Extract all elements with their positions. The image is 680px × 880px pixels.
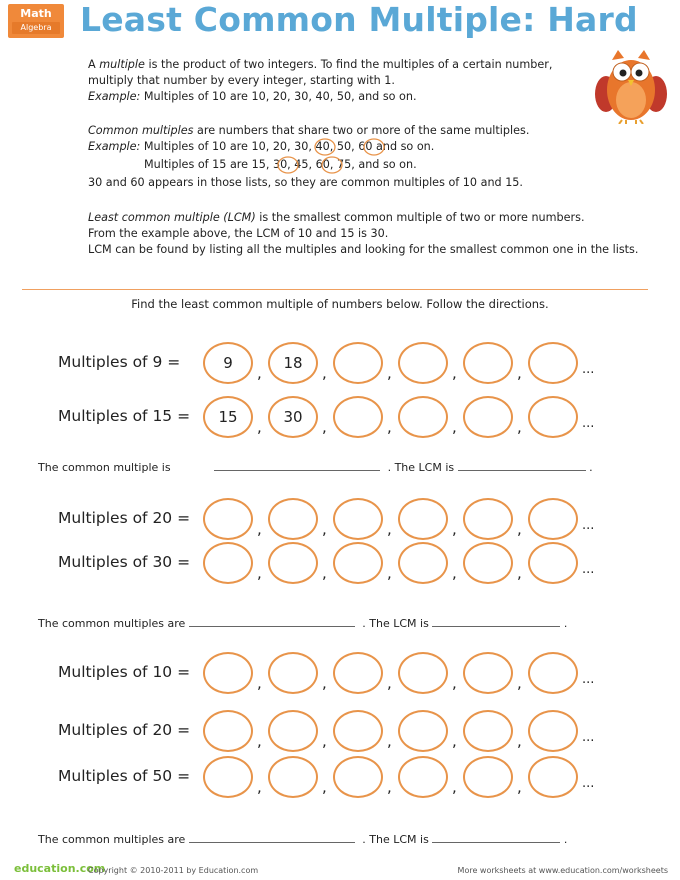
lcm-blank[interactable] [458,459,586,471]
answer-circle[interactable] [333,542,383,584]
intro-line: Example: Multiples of 10 are 10, 20, 30, 40, 50, 60 and so on. [88,140,435,153]
comma-separator: , [257,418,262,436]
intro-line: From the example above, the LCM of 10 and 15 is 30. [88,227,389,240]
answer-circle[interactable] [463,710,513,752]
comma-separator: , [257,674,262,692]
comma-separator: , [452,364,457,382]
answer-circle[interactable] [203,498,253,540]
ellipsis: ... [582,730,595,745]
section-divider [22,289,648,290]
comma-separator: , [517,418,522,436]
lcm-blank[interactable] [432,615,560,627]
problem-label: Multiples of 10 = [58,663,191,681]
problem-label: Multiples of 20 = [58,509,191,527]
comma-separator: , [452,732,457,750]
problem-row [0,340,680,390]
comma-separator: , [452,520,457,538]
answer-circle[interactable] [333,498,383,540]
comma-separator: , [452,778,457,796]
answer-circle[interactable] [398,756,448,798]
comma-separator: , [322,732,327,750]
answer-circle[interactable] [463,498,513,540]
answer-circle[interactable] [398,710,448,752]
answer-circle[interactable] [203,756,253,798]
comma-separator: , [387,778,392,796]
common-multiple-blank[interactable] [189,831,355,843]
answer-circle[interactable] [463,342,513,384]
problem-row [0,496,680,546]
comma-separator: , [517,674,522,692]
answer-circle[interactable] [528,652,578,694]
ellipsis: ... [582,562,595,577]
problem-row [0,754,680,804]
answer-line-2: The common multiples are . The LCM is . [38,617,568,630]
answer-circle[interactable] [398,342,448,384]
comma-separator: , [517,364,522,382]
answer-circle[interactable] [333,710,383,752]
comma-separator: , [322,674,327,692]
answer-circle[interactable] [463,756,513,798]
answer-circle[interactable] [398,396,448,438]
answer-circle[interactable]: 18 [268,342,318,384]
comma-separator: , [517,732,522,750]
answer-circle[interactable] [463,652,513,694]
answer-circle[interactable] [528,396,578,438]
comma-separator: , [322,564,327,582]
more-worksheets-link[interactable]: More worksheets at www.education.com/worksheets [457,866,668,875]
answer-circle[interactable] [268,542,318,584]
problem-label: Multiples of 20 = [58,721,191,739]
education-logo: education.com [14,862,106,875]
answer-circle[interactable] [268,756,318,798]
answer-circle[interactable] [333,652,383,694]
comma-separator: , [517,778,522,796]
comma-separator: , [387,418,392,436]
answer-circle[interactable]: 9 [203,342,253,384]
answer-circle[interactable] [528,498,578,540]
answer-circle[interactable]: 15 [203,396,253,438]
intro-line: 30 and 60 appears in those lists, so they are common multiples of 10 and 15. [88,176,523,189]
comma-separator: , [322,778,327,796]
answer-circle[interactable] [528,756,578,798]
comma-separator: , [387,520,392,538]
answer-circle[interactable] [398,652,448,694]
badge-topic: Algebra [12,22,60,34]
answer-circle[interactable] [398,542,448,584]
ellipsis: ... [582,672,595,687]
comma-separator: , [452,674,457,692]
answer-circle[interactable] [268,652,318,694]
comma-separator: , [517,564,522,582]
answer-circle[interactable] [268,498,318,540]
problem-row [0,708,680,758]
intro-line: LCM can be found by listing all the multiples and looking for the smallest common one in the lists. [88,243,639,256]
comma-separator: , [387,364,392,382]
comma-separator: , [452,418,457,436]
answer-circle[interactable] [333,342,383,384]
answer-circle[interactable] [333,396,383,438]
problem-label: Multiples of 50 = [58,767,191,785]
copyright: Copyright © 2010-2011 by Education.com [88,866,259,875]
answer-circle[interactable] [333,756,383,798]
comma-separator: , [387,674,392,692]
comma-separator: , [257,364,262,382]
comma-separator: , [452,564,457,582]
intro-line: Example: Multiples of 10 are 10, 20, 30, 40, 50, and so on. [88,90,417,103]
problem-row [0,394,680,444]
answer-line-1: The common multiple is . The LCM is . [38,461,593,474]
comma-separator: , [387,564,392,582]
answer-circle[interactable] [463,542,513,584]
problem-row [0,540,680,590]
common-multiple-blank[interactable] [214,459,380,471]
intro-line: Common multiples are numbers that share two or more of the same multiples. [88,124,530,137]
comma-separator: , [257,732,262,750]
answer-circle[interactable] [528,542,578,584]
ellipsis: ... [582,518,595,533]
problem-label: Multiples of 9 = [58,353,181,371]
answer-circle[interactable] [528,710,578,752]
page-title: Least Common Multiple: Hard [80,0,638,39]
answer-circle[interactable] [463,396,513,438]
answer-circle[interactable] [398,498,448,540]
answer-circle[interactable] [203,710,253,752]
ellipsis: ... [582,362,595,377]
intro-line: Least common multiple (LCM) is the smallest common multiple of two or more numbers. [88,211,585,224]
answer-line-3: The common multiples are . The LCM is . [38,833,568,846]
ellipsis: ... [582,416,595,431]
answer-circle[interactable] [528,342,578,384]
intro-line: multiply that number by every integer, starting with 1. [88,74,395,87]
ellipsis: ... [582,776,595,791]
comma-separator: , [322,418,327,436]
intro-line: Multiples of 15 are 15, 30, 45, 60, 75, and so on. [144,158,417,171]
problem-label: Multiples of 15 = [58,407,191,425]
problem-label: Multiples of 30 = [58,553,191,571]
lcm-blank[interactable] [432,831,560,843]
comma-separator: , [257,564,262,582]
intro-line: A multiple is the product of two integers. To find the multiples of a certain number, [88,58,553,71]
comma-separator: , [517,520,522,538]
answer-circle[interactable] [268,710,318,752]
problem-row [0,650,680,700]
example-highlight-rings [0,0,680,200]
answer-circle[interactable] [203,542,253,584]
common-multiple-blank[interactable] [189,615,355,627]
comma-separator: , [257,520,262,538]
answer-circle[interactable]: 30 [268,396,318,438]
comma-separator: , [387,732,392,750]
answer-circle[interactable] [203,652,253,694]
comma-separator: , [322,520,327,538]
comma-separator: , [257,778,262,796]
badge-subject: Math [20,7,52,20]
directions: Find the least common multiple of numbers below. Follow the directions. [131,297,549,311]
comma-separator: , [322,364,327,382]
